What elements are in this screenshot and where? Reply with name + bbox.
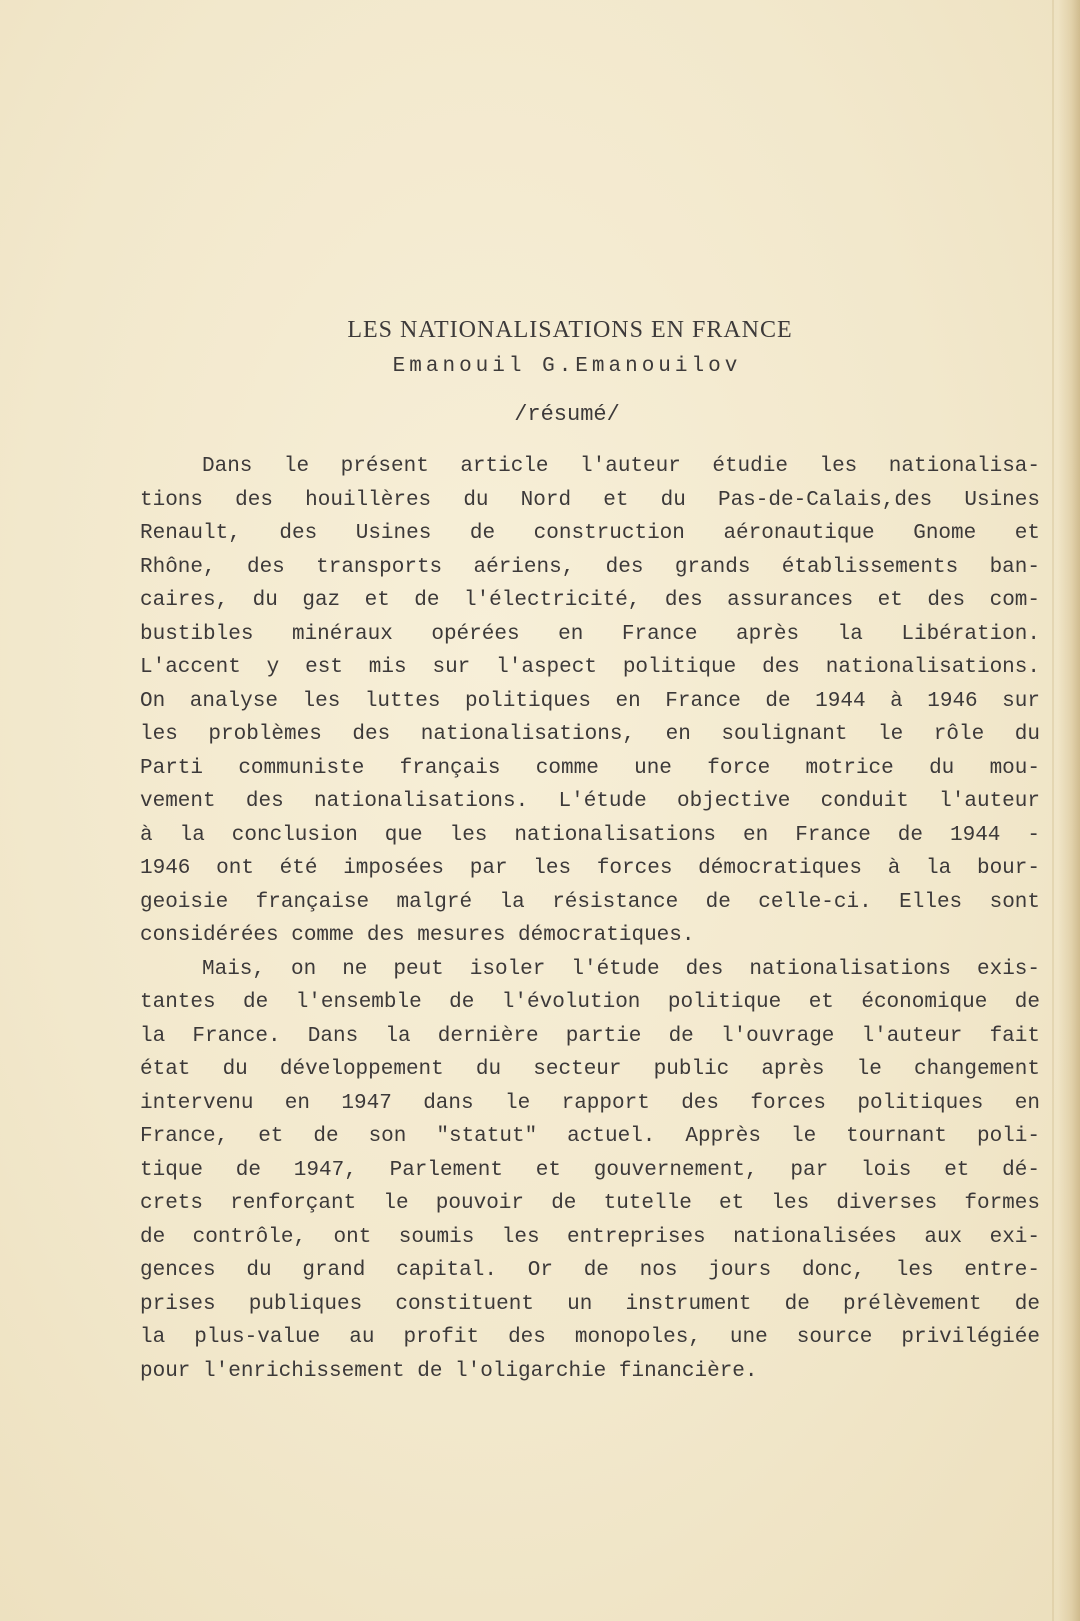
text-line: la plus-value au profit des monopoles, une source privilégiée: [140, 1326, 1040, 1349]
text-line: état du développement du secteur public après le changement: [140, 1058, 1040, 1081]
text-line: considérées comme des mesures démocratiques.: [140, 924, 695, 947]
text-line: tantes de l'ensemble de l'évolution politique et économique de: [140, 991, 1040, 1014]
text-line: prises publiques constituent un instrument de prélèvement de: [140, 1292, 1040, 1316]
text-line: Dans le présent article l'auteur étudie les nationalisa-: [202, 455, 1040, 478]
text-line: France, et de son "statut" actuel. Apprès le tournant poli-: [140, 1125, 1040, 1148]
text-line: L'accent y est mis sur l'aspect politique des nationalisations.: [140, 656, 1040, 679]
text-line: caires, du gaz et de l'électricité, des assurances et des com-: [140, 589, 1040, 612]
page-edge-line: [1052, 0, 1054, 1621]
text-line: la France. Dans la dernière partie de l'ouvrage l'auteur fait: [140, 1024, 1040, 1048]
text-line: tique de 1947, Parlement et gouvernement, par lois et dé-: [140, 1158, 1040, 1182]
text-line: 1946 ont été imposées par les forces démocratiques à la bour-: [140, 857, 1040, 880]
document-title: LES NATIONALISATIONS EN FRANCE: [347, 317, 793, 343]
text-line: à la conclusion que les nationalisations en France de 1944 -: [140, 823, 1040, 847]
text-line: Parti communiste français comme une force motrice du mou-: [140, 756, 1040, 780]
document-header: [0, 312, 1080, 434]
page-edge-shadow: [1058, 0, 1080, 1621]
document-author: Emanouil G.Emanouilov: [392, 355, 742, 378]
text-line: intervenu en 1947 dans le rapport des forces politiques en: [140, 1091, 1040, 1115]
document-subtitle: /résumé/: [514, 402, 620, 427]
text-line: tions des houillères du Nord et du Pas-de-Calais,des Usines: [140, 488, 1040, 512]
text-line: Renault, des Usines de construction aéronautique Gnome et: [140, 522, 1040, 545]
text-line: Mais, on ne peut isoler l'étude des nationalisations exis-: [202, 957, 1040, 981]
document-body: [140, 450, 1040, 1388]
text-line: de contrôle, ont soumis les entreprises nationalisées aux exi-: [140, 1225, 1040, 1249]
text-line: On analyse les luttes politiques en France de 1944 à 1946 sur: [140, 689, 1040, 713]
text-line: vement des nationalisations. L'étude objective conduit l'auteur: [140, 790, 1040, 813]
text-line: les problèmes des nationalisations, en soulignant le rôle du: [140, 723, 1040, 746]
text-line: crets renforçant le pouvoir de tutelle et les diverses formes: [140, 1192, 1040, 1215]
text-line: bustibles minéraux opérées en France après la Libération.: [140, 622, 1040, 646]
text-line: gences du grand capital. Or de nos jours donc, les entre-: [140, 1259, 1040, 1282]
text-line: Rhône, des transports aériens, des grands établissements ban-: [140, 555, 1040, 579]
paragraph-1: [140, 450, 1040, 953]
text-line: pour l'enrichissement de l'oligarchie financière.: [140, 1359, 758, 1383]
paragraph-2: [140, 953, 1040, 1389]
text-line: geoisie française malgré la résistance de celle-ci. Elles sont: [140, 890, 1040, 914]
